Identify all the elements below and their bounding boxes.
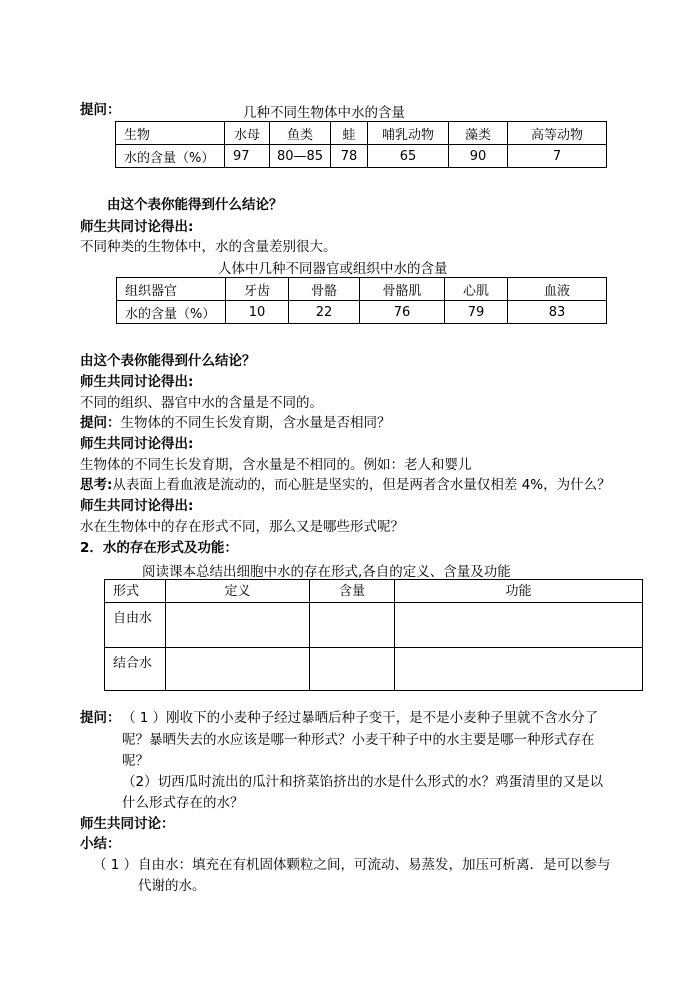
table-cell: 水的含量（%） — [117, 301, 226, 324]
table1-title: 几种不同生物体中水的含量 — [243, 105, 405, 121]
summary-number: （ 1 ） — [93, 857, 138, 873]
table-cell — [395, 648, 643, 691]
table3-title: 阅读课本总结出细胞中水的存在形式,各自的定义、含量及功能 — [142, 564, 511, 580]
ask-text-2: 生物体的不同生长发育期，含水量是否相同？ — [120, 415, 391, 431]
table-row — [105, 580, 643, 603]
question-q1-line3: 呢？ — [122, 753, 149, 769]
summary-line1: 自由水：填充在有机固体颗粒之间，可流动、易蒸发，加压可析离．是可以参与 — [138, 857, 611, 873]
conclusion-4: 水在生物体中的存在形式不同，那么又是哪些形式呢？ — [80, 519, 404, 535]
question-q2-line1: （2）切西瓜时流出的瓜汁和挤菜馅挤出的水是什么形式的水？鸡蛋清里的又是以 — [122, 774, 604, 790]
ask-line-2 — [80, 413, 391, 433]
table-cell: 血液 — [508, 278, 607, 301]
table-cell: 蛙 — [331, 122, 368, 145]
table-cell: 心肌 — [445, 278, 508, 301]
table-cell: 含量 — [310, 580, 395, 603]
discuss-label-1: 师生共同讨论得出: — [80, 219, 194, 235]
table-row — [117, 301, 607, 324]
table-cell: 高等动物 — [508, 122, 607, 145]
conclusion-3: 生物体的不同生长发育期，含水量是不相同的。例如：老人和婴儿 — [80, 457, 472, 473]
table-cell: 藻类 — [449, 122, 508, 145]
think-label: 思考: — [80, 477, 113, 493]
discuss-label-3: 师生共同讨论得出: — [80, 436, 194, 452]
discuss-label-2: 师生共同讨论得出: — [80, 374, 194, 390]
section-heading-2: 2．水的存在形式及功能： — [80, 540, 238, 556]
conclusion-2: 不同的组织、器官中水的含量是不同的。 — [80, 395, 323, 411]
table-cell — [310, 603, 395, 648]
table-row — [105, 603, 643, 648]
table-cell: 功能 — [395, 580, 643, 603]
discuss-label-4: 师生共同讨论得出: — [80, 498, 194, 514]
table-cell: 22 — [289, 301, 360, 324]
table-cell: 生物 — [116, 122, 225, 145]
table-cell: 97 — [225, 145, 270, 168]
table-cell: 形式 — [105, 580, 166, 603]
table-cell: 83 — [508, 301, 607, 324]
think-text: 从表面上看血液是流动的，而心脏是坚实的，但是两者含水量仅相差 4%，为什么？ — [112, 477, 611, 493]
table-row — [117, 278, 607, 301]
question-q2-line2: 什么形式存在的水？ — [122, 795, 244, 811]
think-line — [80, 475, 611, 495]
water-content-organisms-table — [115, 121, 607, 168]
table-row — [116, 122, 607, 145]
table-cell: 水的含量（%） — [116, 145, 225, 168]
question-q1-line2: 呢？暴晒失去的水应该是哪一种形式？小麦干种子中的水主要是哪一种形式存在 — [122, 732, 595, 748]
table-cell: 骨骼 — [289, 278, 360, 301]
table-cell: 自由水 — [105, 603, 166, 648]
table-cell: 90 — [449, 145, 508, 168]
ask-label-1: 提问： — [80, 102, 121, 118]
conclusion-1: 不同种类的生物体中，水的含量差别很大。 — [80, 239, 337, 255]
table-cell: 10 — [226, 301, 289, 324]
question-2: 由这个表你能得到什么结论？ — [80, 353, 256, 369]
table-cell: 鱼类 — [270, 122, 331, 145]
table-cell: 牙齿 — [226, 278, 289, 301]
table-cell: 80—85 — [270, 145, 331, 168]
table-cell: 78 — [331, 145, 368, 168]
table-cell: 哺乳动物 — [368, 122, 449, 145]
water-content-organs-table — [116, 277, 607, 324]
question-q1-line1: （ 1 ）刚收下的小麦种子经过暴晒后种子变干，是不是小麦种子里就不含水分了 — [122, 710, 599, 726]
ask-label-2: 提问： — [80, 415, 121, 431]
table-cell: 7 — [508, 145, 607, 168]
table-cell — [166, 603, 310, 648]
table-cell: 定义 — [166, 580, 310, 603]
question-1: 由这个表你能得到什么结论？ — [107, 197, 283, 213]
ask-label-3: 提问： — [80, 710, 121, 726]
table-cell: 水母 — [225, 122, 270, 145]
table-row — [116, 145, 607, 168]
table-row — [105, 648, 643, 691]
discuss-label-5: 师生共同讨论： — [80, 816, 175, 832]
table-cell: 65 — [368, 145, 449, 168]
table-cell: 79 — [445, 301, 508, 324]
table2-title: 人体中几种不同器官或组织中水的含量 — [218, 261, 448, 277]
table-cell: 组织器官 — [117, 278, 226, 301]
water-forms-table — [104, 579, 643, 691]
table-cell — [395, 603, 643, 648]
summary-label: 小结： — [80, 836, 121, 852]
table-cell: 骨骼肌 — [360, 278, 445, 301]
table-cell — [310, 648, 395, 691]
summary-line2: 代谢的水。 — [138, 878, 206, 894]
table-cell — [166, 648, 310, 691]
table-cell: 76 — [360, 301, 445, 324]
table-cell: 结合水 — [105, 648, 166, 691]
